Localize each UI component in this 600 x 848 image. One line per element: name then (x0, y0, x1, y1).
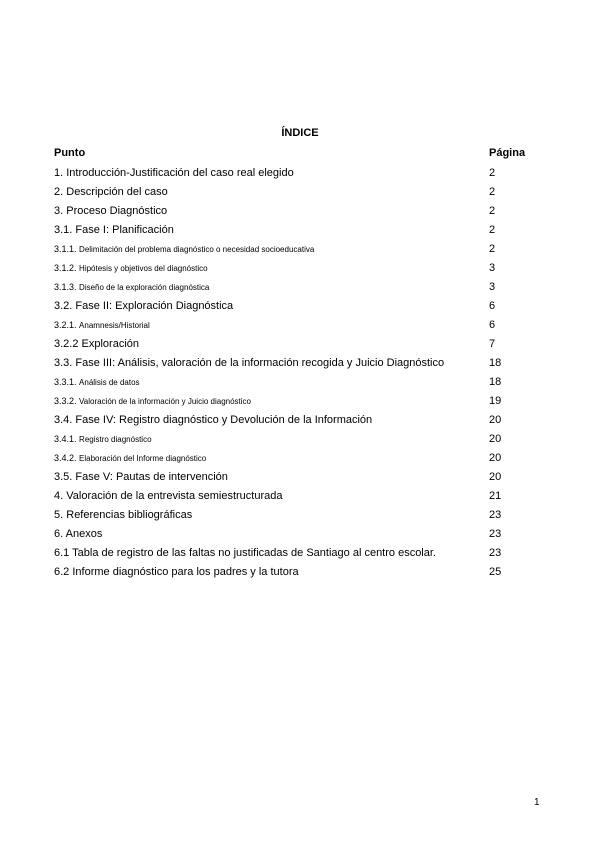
toc-entry-label (54, 335, 139, 354)
toc-entry (54, 183, 534, 202)
toc-entry-number: 3.2.2 (54, 338, 79, 350)
toc-entry-label (54, 259, 208, 278)
toc-entry-text: Fase II: Exploración Diagnóstica (75, 300, 234, 312)
toc-entry-label (54, 164, 294, 183)
toc-entry-text: Anamnesis/Historial (79, 321, 150, 330)
toc-entry-page: 3 (489, 262, 496, 274)
toc-entry-text: Análisis de datos (79, 378, 140, 387)
toc-entry-page: 6 (489, 319, 496, 331)
header-point: Punto (54, 147, 86, 159)
toc-entry-text: Diseño de la exploración diagnóstica (79, 283, 210, 292)
toc-entry-number: 6. (54, 528, 64, 540)
toc-entry-page: 20 (489, 471, 502, 483)
toc-entry-number: 3.2. (54, 300, 73, 312)
toc-entry-number: 3.1.2. (54, 263, 77, 273)
toc-entry (54, 335, 534, 354)
toc-entry-text: Informe diagnóstico para los padres y la tutora (72, 566, 299, 578)
toc-entry-number: 3.3.1. (54, 377, 77, 387)
toc-entry-label (54, 468, 228, 487)
toc-entry-page: 25 (489, 566, 502, 578)
toc-entry-label (54, 240, 314, 259)
toc-entry-page: 18 (489, 376, 502, 388)
toc-entry-page: 2 (489, 224, 496, 236)
toc-entry-number: 5. (54, 509, 64, 521)
toc-entry-number: 4. (54, 490, 64, 502)
toc-entry-number: 2. (54, 186, 64, 198)
toc-entry-label (54, 525, 102, 544)
toc-entry-text: Hipótesis y objetivos del diagnóstico (79, 264, 208, 273)
toc-entry-text: Valoración de la información y Juicio diagnóstico (79, 397, 251, 406)
toc-entry (54, 563, 534, 582)
toc-entry-label (54, 354, 444, 373)
toc-entry (54, 373, 534, 392)
toc-entry (54, 468, 534, 487)
toc-entry-label (54, 487, 283, 506)
toc-entry-label (54, 430, 152, 449)
toc-entry-label (54, 221, 174, 240)
toc-entry-number: 3.4. (54, 414, 73, 426)
toc-entry-number: 3.1. (54, 224, 73, 236)
toc-entry-number: 3. (54, 205, 64, 217)
toc-entry (54, 525, 534, 544)
toc-entry-label (54, 506, 192, 525)
toc-entry-text: Anexos (65, 528, 103, 540)
index-title: ÍNDICE (281, 127, 319, 139)
toc-entry-label (54, 278, 209, 297)
toc-entry-label (54, 392, 251, 411)
toc-entry-number: 6.1 (54, 547, 70, 559)
toc-entry (54, 240, 534, 259)
toc-entry-label (54, 449, 206, 468)
toc-entry-text: Fase I: Planificación (75, 224, 174, 236)
toc-entry (54, 297, 534, 316)
toc-entry-page: 20 (489, 452, 502, 464)
toc-entry (54, 221, 534, 240)
toc-entry-page: 2 (489, 167, 496, 179)
toc-column-headers (54, 147, 530, 161)
page-number: 1 (534, 797, 540, 808)
toc-entry-page: 3 (489, 281, 496, 293)
toc-entry-number: 3.1.3. (54, 282, 77, 292)
toc-entry-number: 3.2.1. (54, 320, 77, 330)
toc-entry-page: 19 (489, 395, 502, 407)
toc-entry-text: Descripción del caso (66, 186, 168, 198)
toc-entry-number: 3.4.2. (54, 453, 77, 463)
toc-entry-text: Exploración (81, 338, 140, 350)
toc-entry-number: 1. (54, 167, 64, 179)
toc-entry-page: 20 (489, 414, 502, 426)
toc-entry-page: 2 (489, 186, 496, 198)
toc-entry-text: Delimitación del problema diagnóstico o necesidad socioeducativa (79, 245, 315, 254)
toc-entry-label (54, 202, 167, 221)
toc-entry-page: 21 (489, 490, 502, 502)
toc-entry-page: 7 (489, 338, 496, 350)
toc-entry (54, 430, 534, 449)
toc-entry (54, 316, 534, 335)
toc-entry (54, 487, 534, 506)
toc-entry (54, 164, 534, 183)
toc-entry-label (54, 316, 150, 335)
toc-entry (54, 278, 534, 297)
toc-entry (54, 506, 534, 525)
toc-entry (54, 202, 534, 221)
toc-entry-label (54, 544, 436, 563)
header-page: Página (489, 147, 526, 159)
toc-entry-label (54, 183, 168, 202)
toc-entry (54, 544, 534, 563)
toc-entry-page: 2 (489, 243, 496, 255)
toc-entry (54, 449, 534, 468)
toc-entry-text: Tabla de registro de las faltas no justificadas de Santiago al centro escolar. (72, 547, 436, 559)
toc-entry-label (54, 373, 140, 392)
toc-entry-number: 6.2 (54, 566, 70, 578)
toc-entry (54, 411, 534, 430)
toc-entry-text: Proceso Diagnóstico (66, 205, 168, 217)
toc-entry-text: Fase V: Pautas de intervención (75, 471, 228, 483)
toc-entry-number: 3.3.2. (54, 396, 77, 406)
toc-entry-text: Fase IV: Registro diagnóstico y Devolución de la Información (75, 414, 373, 426)
toc-entry-text: Introducción-Justificación del caso real elegido (66, 167, 294, 179)
toc-entry-number: 3.5. (54, 471, 73, 483)
toc-entry-label (54, 411, 372, 430)
toc-entry-text: Registro diagnóstico (79, 435, 152, 444)
toc-entry (54, 392, 534, 411)
toc-entry (54, 354, 534, 373)
toc-entry-number: 3.3. (54, 357, 73, 369)
toc-entry-page: 23 (489, 528, 502, 540)
toc-entry-page: 2 (489, 205, 496, 217)
toc-entry-page: 6 (489, 300, 496, 312)
toc-entry-page: 23 (489, 509, 502, 521)
toc-entry-text: Elaboración del Informe diagnóstico (79, 454, 207, 463)
toc-entry-page: 23 (489, 547, 502, 559)
toc-entry-label (54, 297, 233, 316)
toc-entry-number: 3.4.1. (54, 434, 77, 444)
toc-entry-label (54, 563, 299, 582)
toc-entry-text: Referencias bibliográficas (66, 509, 193, 521)
toc-entry-number: 3.1.1. (54, 244, 77, 254)
toc-entry-page: 18 (489, 357, 502, 369)
toc-entry (54, 259, 534, 278)
toc-entry-text: Fase III: Análisis, valoración de la información recogida y Juicio Diagnóstico (75, 357, 445, 369)
toc-entry-page: 20 (489, 433, 502, 445)
table-of-contents (54, 164, 534, 582)
toc-entry-text: Valoración de la entrevista semiestructurada (66, 490, 283, 502)
